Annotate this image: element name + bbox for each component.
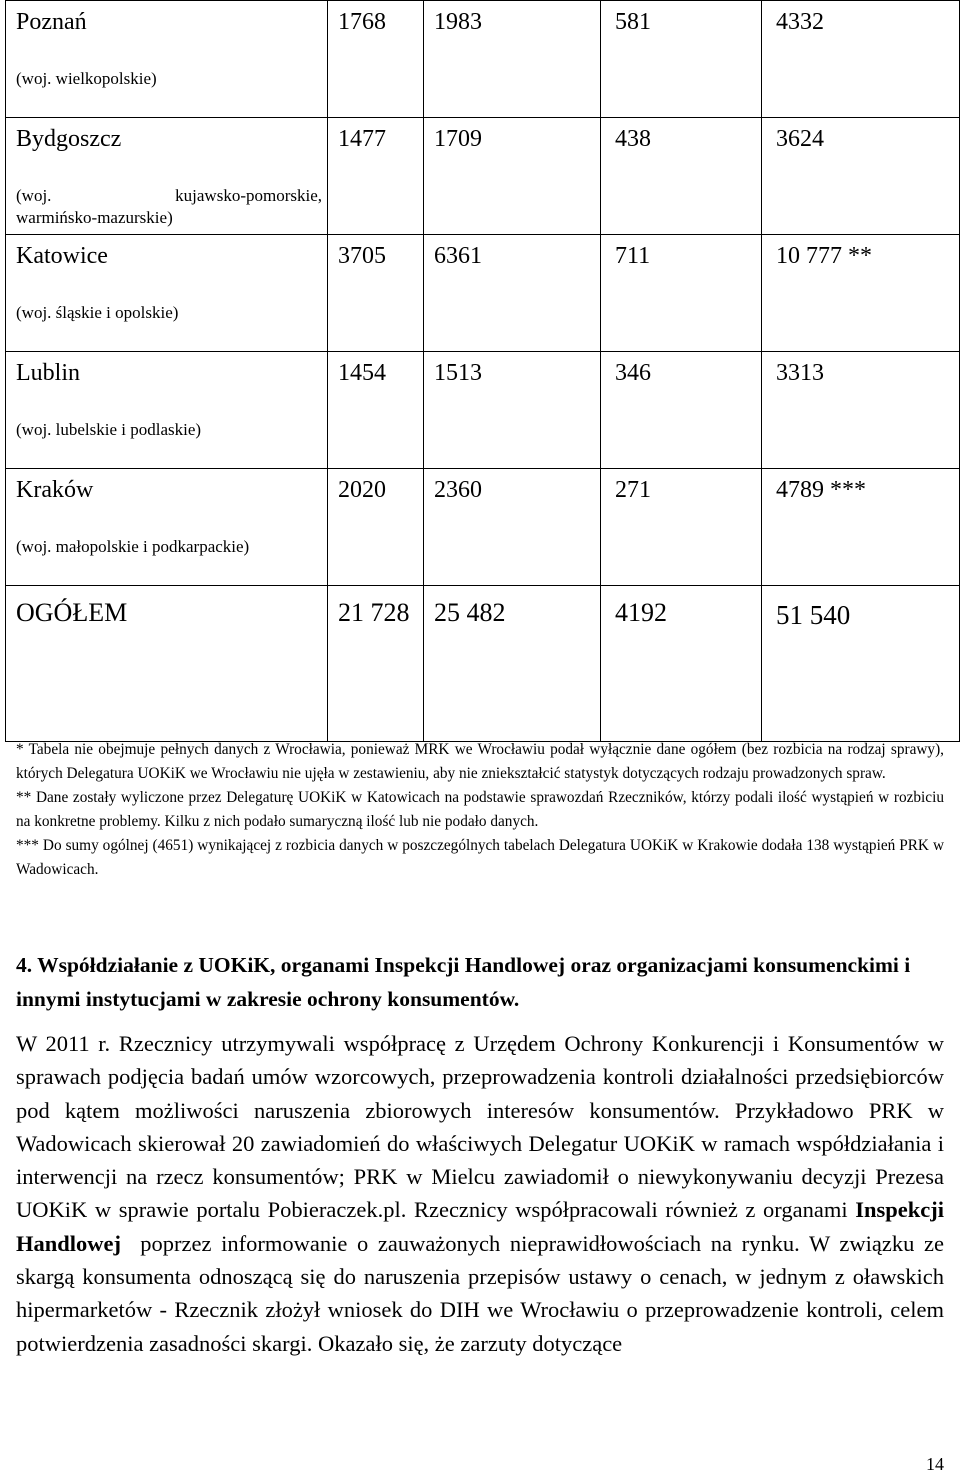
city-name: Katowice: [16, 243, 108, 269]
total-label: OGÓŁEM: [16, 598, 128, 627]
section-heading: 4. Współdziałanie z UOKiK, organami Inspekcji Handlowej oraz organizacjami konsumenckimi i innymi instytucjami w zakresie ochrony konsumentów.: [16, 953, 911, 1011]
table-row-krakow: [6, 469, 960, 586]
page-number: 14: [926, 1454, 944, 1474]
city-name: Bydgoszcz: [16, 126, 122, 152]
value-cell: 2020: [338, 477, 386, 503]
region-name: (woj. wielkopolskie): [16, 69, 157, 88]
footnote: ** Dane zostały wyliczone przez Delegaturę UOKiK w Katowicach na podstawie sprawozdań Rzeczników, którzy podali ilość wystąpień w rozbiciu na konkretne problemy. Kilku z nich podało sumaryczną ilość lub nie podało danych.: [16, 789, 944, 830]
city-name: Poznań: [16, 9, 87, 35]
value-cell: 3313: [776, 360, 824, 386]
region-part: (woj.: [16, 186, 52, 205]
footnote: *** Do sumy ogólnej (4651) wynikającej z rozbicia danych w poszczególnych tabelach Delegatura UOKiK w Krakowie dodała 138 wystąpień PRK w Wadowicach.: [16, 837, 944, 878]
footnotes: [16, 738, 944, 882]
section-body: [16, 1027, 950, 1360]
table-row-poznan: [6, 1, 960, 118]
value-cell: 711: [615, 243, 651, 269]
value-cell: 3705: [338, 243, 386, 269]
value-cell: 438: [615, 126, 651, 152]
statistics-table: [5, 0, 960, 742]
total-value: 25 482: [434, 598, 506, 627]
value-cell: 1768: [338, 9, 386, 35]
body-paragraph: [16, 1027, 950, 1360]
value-cell: 3624: [776, 126, 824, 152]
body-bold-text: Inspekcji Handlowej: [16, 1197, 944, 1256]
value-cell: 1513: [434, 360, 482, 386]
total-value: 21 728: [338, 598, 410, 627]
city-name: Kraków: [16, 477, 94, 503]
value-cell: 6361: [434, 243, 482, 269]
total-value: 4192: [615, 598, 667, 627]
value-cell: 271: [615, 477, 651, 503]
region-name: (woj. małopolskie i podkarpackie): [16, 537, 250, 556]
value-cell: 346: [615, 360, 651, 386]
body-text: W 2011 r. Rzecznicy utrzymywali współpracę z Urzędem Ochrony Konkurencji i Konsumentów w sprawach podjęcia badań umów wzorcowych, przeprowadzenia kontroli działalności przedsiębiorców pod kątem możliwości naruszenia zbiorowych interesów konsumentów. Przykładowo PRK w Wadowicach skierował 20 zawiadomień do właściwych Delegatur UOKiK w ramach współdziałania i interwencji na rzecz konsumentów; PRK w Mielcu zawiadomił o niewykonywaniu decyzji Prezesa UOKiK w sprawie portalu Pobieraczek.pl. Rzecznicy współpracowali również z organami: [16, 1031, 944, 1223]
table-row-total: [6, 586, 960, 742]
value-cell: 2360: [434, 477, 482, 503]
total-value: 51 540: [776, 600, 851, 630]
table-row-katowice: [6, 235, 960, 352]
footnote: * Tabela nie obejmuje pełnych danych z Wrocławia, ponieważ MRK we Wrocławiu podał wyłącznie dane ogółem (bez rozbicia na rodzaj sprawy), których Delegatura UOKiK we Wrocławiu nie ujęła w zestawieniu, aby nie zniekształcić statystyk dotyczących rodzaju prowadzonych spraw.: [16, 741, 944, 782]
value-cell: 10 777 **: [776, 243, 872, 269]
value-cell: 4789 ***: [776, 477, 866, 503]
value-cell: 581: [615, 9, 651, 35]
region-part: kujawsko-pomorskie,: [175, 186, 322, 205]
region-name: [16, 185, 322, 229]
value-cell: 1983: [434, 9, 482, 35]
region-part: warmińsko-mazurskie): [16, 208, 173, 227]
table-row-lublin: [6, 352, 960, 469]
body-text: poprzez informowanie o zauważonych nieprawidłowościach na rynku. W związku ze skargą konsumenta odnoszącą się do naruszenia przepisów ustawy o cenach, w jednym z oławskich hipermarketów - Rzecznik złożył wniosek do DIH we Wrocławiu o przeprowadzenie kontroli, celem potwierdzenia zasadności skargi. Okazało się, że zarzuty dotyczące: [16, 1230, 950, 1356]
region-name: (woj. śląskie i opolskie): [16, 303, 179, 322]
value-cell: 1709: [434, 126, 482, 152]
region-name: (woj. lubelskie i podlaskie): [16, 420, 202, 439]
value-cell: 1477: [338, 126, 386, 152]
value-cell: 1454: [338, 360, 386, 386]
city-name: Lublin: [16, 360, 80, 386]
table-row-bydgoszcz: [6, 118, 960, 235]
value-cell: 4332: [776, 9, 824, 35]
